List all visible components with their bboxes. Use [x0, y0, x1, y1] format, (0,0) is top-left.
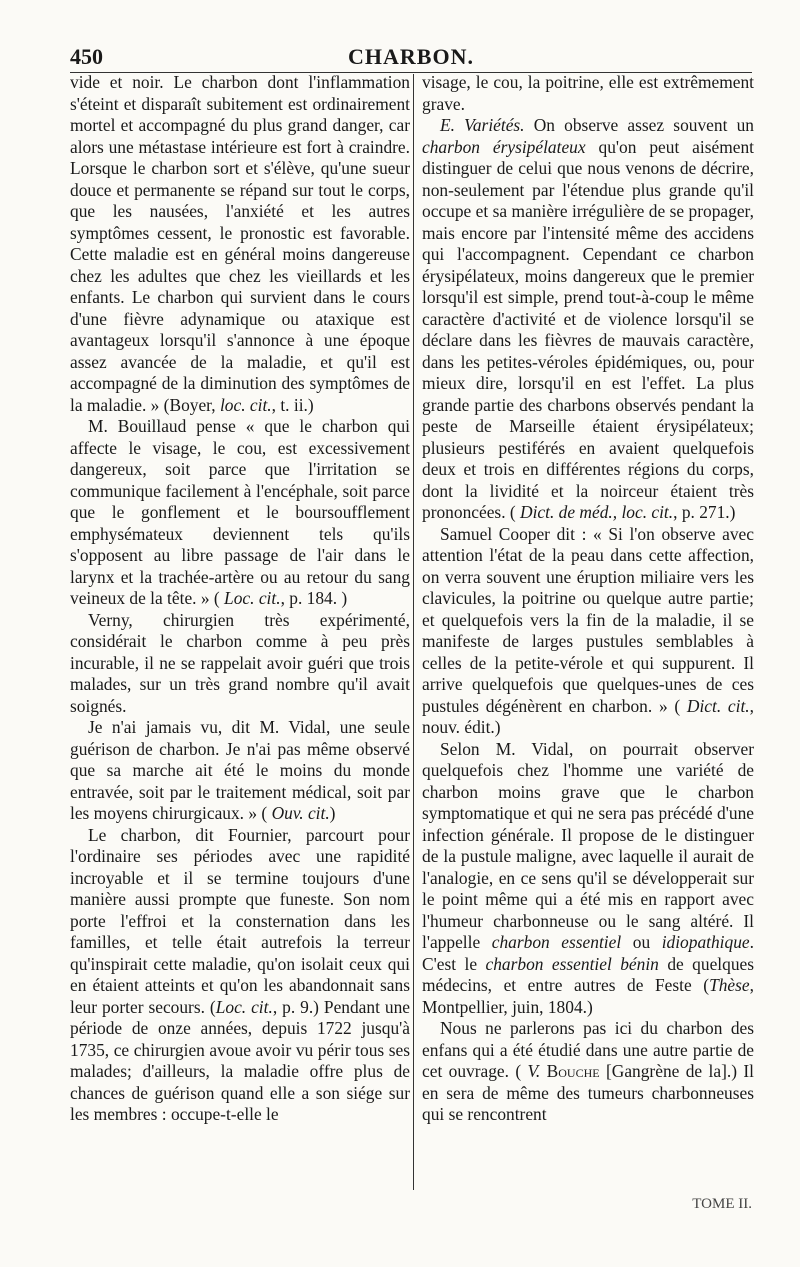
right-column: [422, 72, 754, 1126]
running-title: CHARBON.: [348, 44, 474, 69]
paragraph: visage, le cou, la poitrine, elle est extrêmement grave.: [422, 72, 754, 114]
page-header: [70, 44, 752, 73]
paragraph: Selon M. Vidal, on pourrait observer quelquefois chez l'homme une variété de charbon moins grave que le charbon symptomatique et qui ne sera pas précédé d'une infection générale. Il propose de le distinguer de la pustule maligne, avec laquelle il aurait de l'analogie, en ce sens qu'il se développerait sur le point même qui a été mis en rapport avec l'humeur charbonneuse ou le sang altéré. Il l'appelle charbon essentiel ou idiopathique. C'est le charbon essentiel bénin de quelques médecins, et entre autres de Feste (Thèse, Montpellier, juin, 1804.): [422, 738, 754, 1017]
paragraph: Le charbon, dit Fournier, parcourt pour l'ordinaire ses périodes avec une rapidité incroyable et il se termine toujours d'une manière aussi prompte que funeste. Son nom porte l'effroi et la consternation dans les familles, et telle était autrefois la terreur qu'inspirait cette maladie, qu'on isolait ceux qui en étaient atteints et qu'on les abandonnait sans leur porter secours. (Loc. cit., p. 9.) Pendant une période de onze années, depuis 1722 jusqu'à 1735, ce chirurgien avoue avoir vu périr tous ses malades; d'ailleurs, la maladie offre plus de chances de guérison quand elle a son siége sur les membres : occupe-t-elle le: [70, 824, 410, 1124]
paragraph: Samuel Cooper dit : « Si l'on observe avec attention l'état de la peau dans cette affection, on verra souvent une éruption miliaire vers les clavicules, la poitrine ou quelque autre partie; et quelquefois vers la fin de la maladie, il se manifeste de larges pustules semblables à celles de la petite-vérole et qui suppurent. Il arrive quelquefois que quelques-unes de ces pustules dégénèrent en charbon. » ( Dict. cit., nouv. édit.): [422, 523, 754, 737]
column-divider: [413, 74, 414, 1190]
paragraph: Je n'ai jamais vu, dit M. Vidal, une seule guérison de charbon. Je n'ai pas même observé que sa marche ait été le moins du monde entravée, soit par le traitement médical, soit par les moyens chirurgicaux. » ( Ouv. cit.): [70, 717, 410, 823]
paragraph: E. Variétés. On observe assez souvent un charbon érysipélateux qu'on peut aisément distinguer de celui que nous venons de décrire, non-seulement par l'étendue plus grande qu'il occupe et sa manière irrégulière de se propager, mais encore par l'intensité même des accidens qui l'accompagnent. Cependant ce charbon érysipélateux, moins dangereux que le premier lorsqu'il est simple, prend tout-à-coup le même caractère d'activité et de violence lorsqu'il se déclare dans les fièvres de mauvais caractère, dans les petites-véroles épidémiques, ou, pour mieux dire, lorsqu'il en est l'effet. La plus grande partie des charbons observés pendant la peste de Marseille étaient érysipélateux; plusieurs pestiférés en avaient quelquefois deux et trois en différentes régions du corps, dont la lividité et la noirceur étaient très prononcées. ( Dict. de méd., loc. cit., p. 271.): [422, 115, 754, 522]
paragraph: Verny, chirurgien très expérimenté, considérait le charbon comme à peu près incurable, il ne se rappelait avoir guéri que trois malades, sur un très grand nombre qu'il avait soignés.: [70, 609, 410, 716]
left-column: [70, 72, 410, 1126]
page-number: 450: [70, 44, 103, 69]
paragraph: vide et noir. Le charbon dont l'inflammation s'éteint et disparaît subitement est ordinairement mortel et accompagné du plus grand danger, car alors une métastase intérieure est fort à craindre. Lorsque le charbon sort et s'élève, qu'une sueur douce et permanente se répand sur tout le corps, que les nausées, l'anxiété et les autres symptômes cessent, le pronostic est favorable. Cette maladie est en général moins dangereuse chez les adultes que chez les vieillards et les enfants. Le charbon qui survient dans le cours d'une fièvre adynamique ou ataxique est avantageux lorsqu'il s'annonce à une époque assez avancée de la maladie, et qu'il est accompagné de la diminution des symptômes de la maladie. » (Boyer, loc. cit., t. ii.): [70, 72, 410, 415]
paragraph: Nous ne parlerons pas ici du charbon des enfans qui a été étudié dans une autre partie de cet ouvrage. ( V. Bouche [Gangrène de la].) Il en sera de même des tumeurs charbonneuses qui se rencontrent: [422, 1018, 754, 1124]
paragraph: M. Bouillaud pense « que le charbon qui affecte le visage, le cou, est excessivement dangereux, soit parce que l'irritation se communique facilement à l'encéphale, soit parce que le gonflement et le boursoufflement emphysémateux deviennent tels qu'ils s'opposent au libre passage de l'air dans le larynx et la trachée-artère ou au retour du sang veineux de la tête. » ( Loc. cit., p. 184. ): [70, 416, 410, 608]
section-heading: E. Variétés.: [440, 115, 525, 135]
volume-mark: TOME II.: [692, 1196, 752, 1212]
